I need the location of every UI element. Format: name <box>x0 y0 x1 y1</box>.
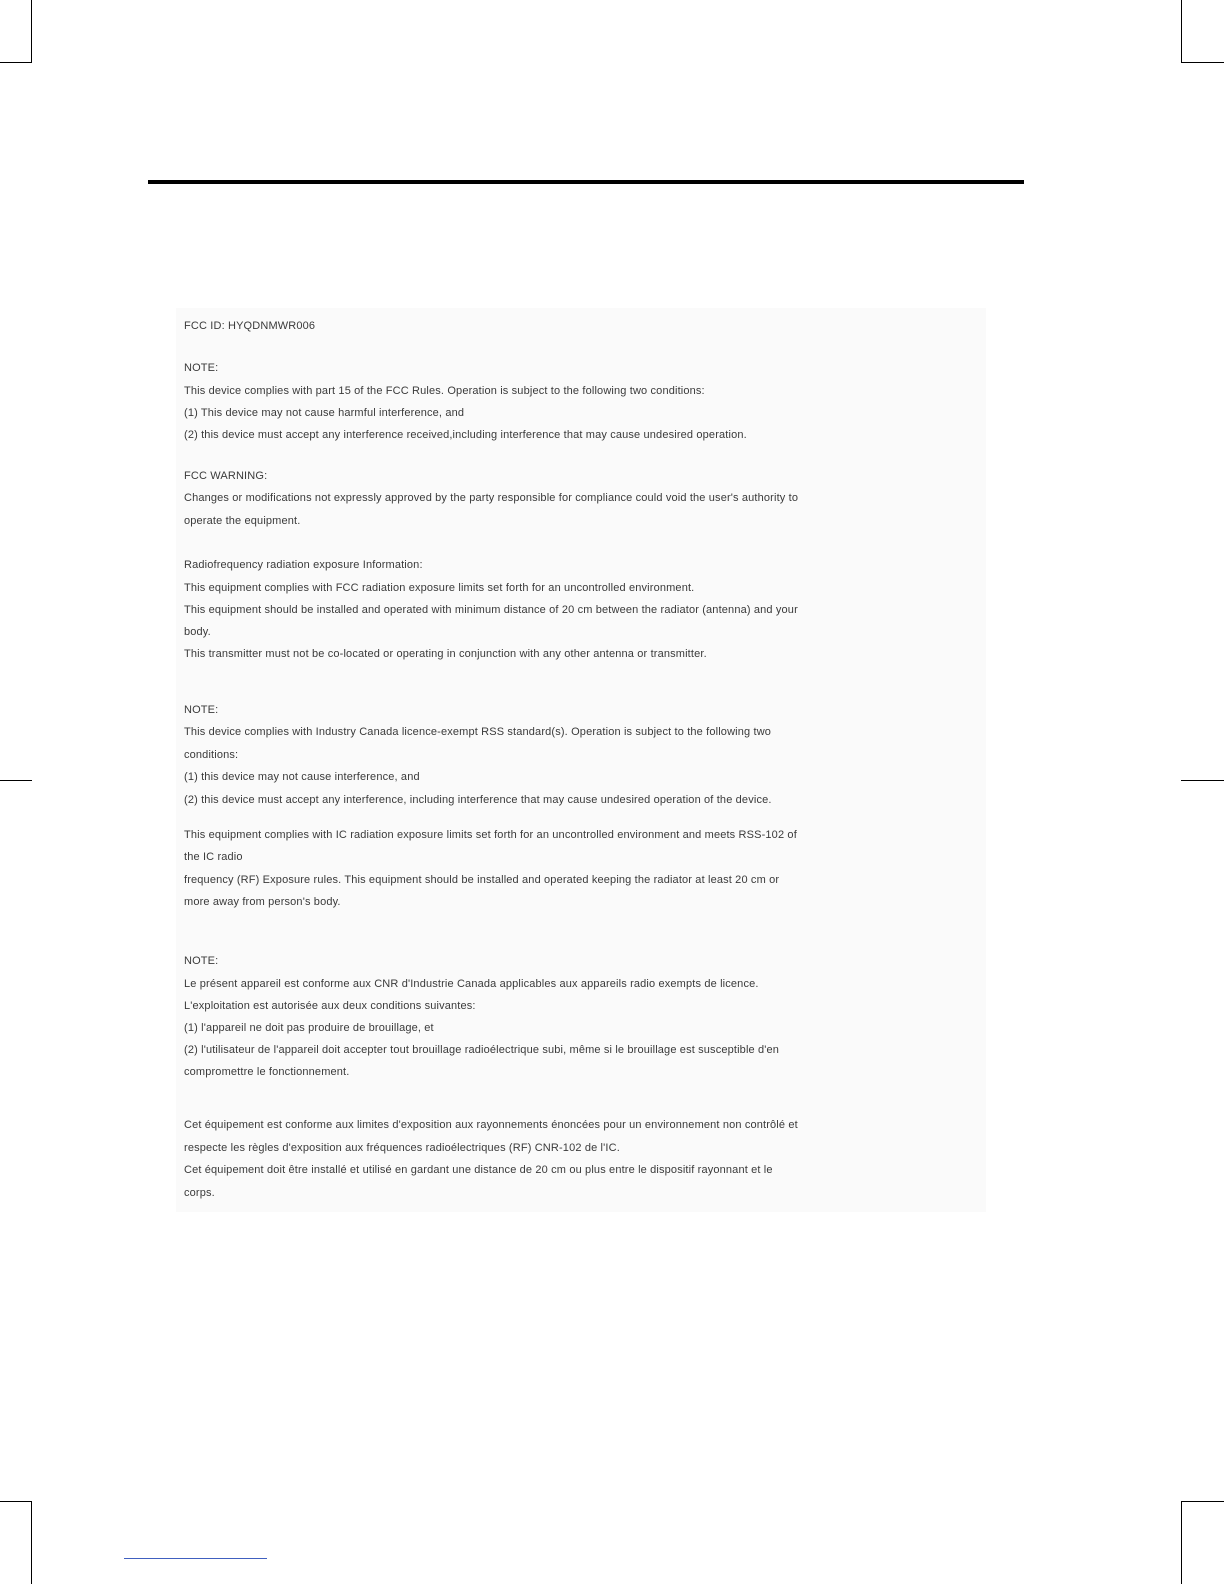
text-line: Le présent appareil est conforme aux CNR d'Industrie Canada applicables aux appareils radio exempts de licence. <box>184 978 759 990</box>
text-line: corps. <box>184 1187 215 1199</box>
regulatory-label-image <box>176 308 986 1212</box>
text-line: conditions: <box>184 749 239 761</box>
text-line: Cet équipement doit être installé et utilisé en gardant une distance de 20 cm ou plus entre le dispositif rayonnant et le <box>184 1164 773 1176</box>
crop-mark-top-right-v <box>1181 0 1182 62</box>
text-line: Radiofrequency radiation exposure Information: <box>184 559 423 571</box>
crop-mark-top-right-h <box>1181 62 1224 63</box>
text-line: operate the equipment. <box>184 515 301 527</box>
text-line: body. <box>184 626 211 638</box>
crop-mark-bottom-right-v <box>1181 1501 1182 1584</box>
text-line: NOTE: <box>184 704 219 716</box>
text-line: This device complies with Industry Canada licence-exempt RSS standard(s). Operation is subject to the following two <box>184 726 772 738</box>
text-line: (1) this device may not cause interference, and <box>184 771 420 783</box>
text-line: NOTE: <box>184 362 219 374</box>
text-line: This equipment complies with IC radiation exposure limits set forth for an uncontrolled environment and meets RSS-102 of <box>184 829 797 841</box>
text-line: compromettre le fonctionnement. <box>184 1066 350 1078</box>
text-line: respecte les règles d'exposition aux fréquences radioélectriques (RF) CNR-102 de l'IC. <box>184 1142 620 1154</box>
text-line: This device complies with part 15 of the FCC Rules. Operation is subject to the following two conditions: <box>184 385 705 397</box>
crop-mark-bottom-right-h <box>1181 1501 1224 1502</box>
text-line: NOTE: <box>184 955 219 967</box>
text-line: (2) this device must accept any interference, including interference that may cause undesired operation of the device. <box>184 794 772 806</box>
crop-mark-mid-right <box>1181 780 1224 781</box>
crop-mark-top-left-h <box>0 62 32 63</box>
text-line: This equipment complies with FCC radiation exposure limits set forth for an uncontrolled environment. <box>184 582 695 594</box>
text-line: L'exploitation est autorisée aux deux conditions suivantes: <box>184 1000 476 1012</box>
crop-mark-top-left-v <box>31 0 32 62</box>
crop-mark-bottom-left-v <box>31 1501 32 1584</box>
text-line: more away from person's body. <box>184 896 341 908</box>
text-line: Changes or modifications not expressly approved by the party responsible for compliance could void the user's authority to <box>184 492 799 504</box>
header-rule <box>148 180 1024 184</box>
text-line: (2) l'utilisateur de l'appareil doit accepter tout brouillage radioélectrique subi, même si le brouillage est susceptible d'en <box>184 1044 780 1056</box>
text-line: This equipment should be installed and operated with minimum distance of 20 cm between the radiator (antenna) and your <box>184 604 798 616</box>
crop-mark-bottom-left-h <box>0 1501 32 1502</box>
fcc-id: FCC ID: HYQDNMWR006 <box>184 320 316 332</box>
text-line: Cet équipement est conforme aux limites d'exposition aux rayonnements énoncées pour un environnement non contrôlé et <box>184 1119 798 1131</box>
text-line: the IC radio <box>184 851 243 863</box>
text-line: (1) l'appareil ne doit pas produire de brouillage, et <box>184 1022 434 1034</box>
text-line: This transmitter must not be co-located or operating in conjunction with any other antenna or transmitter. <box>184 648 707 660</box>
crop-mark-mid-left <box>0 780 32 781</box>
footnote-separator <box>124 1558 267 1559</box>
text-line: (2) this device must accept any interference received,including interference that may cause undesired operation. <box>184 429 747 441</box>
text-line: (1) This device may not cause harmful interference, and <box>184 407 465 419</box>
text-line: frequency (RF) Exposure rules. This equipment should be installed and operated keeping the radiator at least 20 cm or <box>184 874 780 886</box>
text-line: FCC WARNING: <box>184 470 268 482</box>
